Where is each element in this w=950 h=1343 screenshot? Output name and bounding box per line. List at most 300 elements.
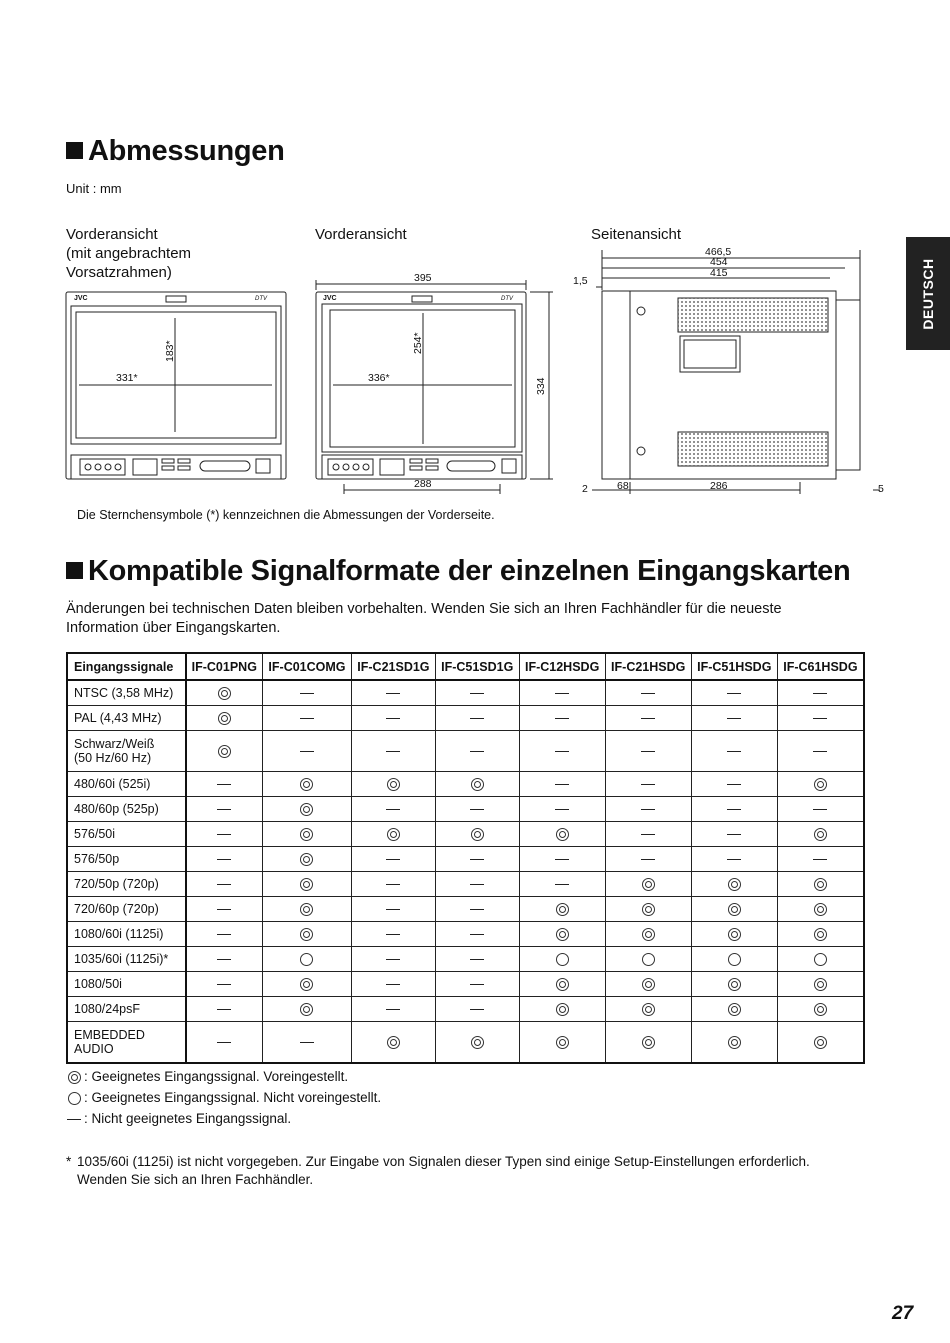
side-depth-4: 1,5 (573, 275, 588, 287)
signal-name-cell (67, 972, 186, 997)
signal-name: 1035/60i (1125i)* (74, 952, 169, 966)
signal-name: 576/50p (74, 852, 120, 866)
compat-cell (605, 922, 691, 947)
compat-cell (777, 922, 864, 947)
signal-name-cell (67, 947, 186, 972)
column-header-card: IF-C12HSDG (519, 653, 605, 680)
compat-cell (435, 947, 519, 972)
compat-cell (352, 947, 436, 972)
double-circle-icon (642, 878, 655, 891)
signal-name: 1080/24psF (74, 1002, 141, 1016)
compat-cell (352, 731, 436, 772)
table-row (67, 822, 864, 847)
signal-name-cell (67, 772, 186, 797)
legend-single-circle (64, 1090, 381, 1105)
dash-icon (555, 859, 569, 860)
dash-icon (555, 718, 569, 719)
compat-cell (352, 997, 436, 1022)
compat-cell (519, 872, 605, 897)
double-circle-icon (300, 853, 313, 866)
dash-icon (470, 959, 484, 960)
side-depth-2: 454 (710, 256, 728, 268)
language-tab-label: DEUTSCH (920, 257, 936, 330)
table-row (67, 947, 864, 972)
signal-name-cell (67, 922, 186, 947)
double-circle-icon (728, 903, 741, 916)
circle-icon (300, 953, 313, 966)
legend-text: : Geeignetes Eingangssignal. Voreingestellt. (84, 1069, 349, 1084)
dash-icon (727, 718, 741, 719)
table-row (67, 972, 864, 997)
compat-cell (777, 706, 864, 731)
view2-total-height: 334 (535, 377, 547, 395)
dash-icon (386, 693, 400, 694)
dash-icon (217, 909, 231, 910)
table-row (67, 797, 864, 822)
side-bottom-4: 5 (878, 483, 884, 495)
column-header-signals: Eingangssignale (67, 653, 186, 680)
compat-cell (605, 972, 691, 997)
compat-cell (777, 822, 864, 847)
dash-icon (300, 693, 314, 694)
double-circle-icon (300, 878, 313, 891)
compat-cell (605, 772, 691, 797)
compat-cell (262, 897, 351, 922)
dash-icon (727, 859, 741, 860)
double-circle-icon (218, 712, 231, 725)
dash-icon (470, 809, 484, 810)
compat-cell (435, 922, 519, 947)
dash-icon (555, 884, 569, 885)
compat-cell (262, 997, 351, 1022)
compat-cell (777, 772, 864, 797)
dash-icon (813, 859, 827, 860)
front-view-drawing (316, 280, 553, 494)
dash-icon (813, 751, 827, 752)
view2-label: Vorderansicht (315, 226, 407, 243)
view1-label-line: (mit angebrachtem (66, 245, 192, 262)
compat-cell (352, 1022, 436, 1064)
compat-cell (352, 897, 436, 922)
table-row (67, 872, 864, 897)
compat-cell (777, 847, 864, 872)
side-bottom-2: 68 (617, 480, 629, 492)
dash-icon (813, 693, 827, 694)
compat-cell (691, 922, 777, 947)
double-circle-icon (300, 1003, 313, 1016)
compat-cell (186, 731, 263, 772)
compat-cell (605, 872, 691, 897)
compat-cell (691, 797, 777, 822)
table-row (67, 706, 864, 731)
compat-cell (435, 972, 519, 997)
signal-name-cell (67, 822, 186, 847)
compat-cell (435, 731, 519, 772)
view1-label-line: Vorsatzrahmen) (66, 264, 172, 281)
dash-icon (300, 718, 314, 719)
table-row (67, 1022, 864, 1064)
dash-icon (555, 784, 569, 785)
compat-cell (777, 1022, 864, 1064)
dash-icon (217, 784, 231, 785)
double-circle-icon (642, 928, 655, 941)
circle-icon (814, 953, 827, 966)
column-header-card: IF-C21HSDG (605, 653, 691, 680)
intro-text (66, 600, 782, 638)
signal-name: 576/50i (74, 827, 116, 841)
compat-cell (519, 772, 605, 797)
dash-icon (386, 1009, 400, 1010)
compat-cell (352, 872, 436, 897)
compat-cell (262, 972, 351, 997)
dash-icon (217, 809, 231, 810)
dash-icon (386, 751, 400, 752)
double-circle-icon (728, 878, 741, 891)
asterisk-note: Die Sternchensymbole (*) kennzeichnen die Abmessungen der Vorderseite. (77, 508, 495, 522)
double-circle-icon (728, 978, 741, 991)
dash-icon (470, 859, 484, 860)
compat-cell (186, 797, 263, 822)
view2-brand: JVC (323, 295, 337, 302)
column-header-card: IF-C51HSDG (691, 653, 777, 680)
table-row (67, 680, 864, 706)
double-circle-icon (556, 928, 569, 941)
dash-icon (555, 693, 569, 694)
dash-icon (555, 751, 569, 752)
square-bullet-icon (66, 562, 83, 579)
dash-icon (641, 859, 655, 860)
compat-cell (186, 706, 263, 731)
compat-cell (262, 872, 351, 897)
dash-icon (217, 834, 231, 835)
footnote-mark: * (66, 1154, 72, 1169)
compat-cell (519, 972, 605, 997)
dash-icon (555, 809, 569, 810)
signal-name: 720/50p (720p) (74, 877, 159, 891)
signal-format-table (66, 652, 865, 1064)
compat-cell (352, 706, 436, 731)
dash-icon (470, 934, 484, 935)
signal-name: 1080/60i (1125i) (74, 927, 164, 941)
dash-icon (470, 884, 484, 885)
compat-cell (691, 1022, 777, 1064)
signal-name: NTSC (3,58 MHz) (74, 686, 174, 700)
signal-name-cell (67, 872, 186, 897)
compat-cell (605, 847, 691, 872)
compat-cell (186, 847, 263, 872)
side-depth-3: 415 (710, 267, 728, 279)
compat-cell (262, 706, 351, 731)
compat-cell (352, 680, 436, 706)
signal-name-cell (67, 1022, 186, 1064)
compat-cell (435, 872, 519, 897)
circle-icon (642, 953, 655, 966)
dash-icon (727, 693, 741, 694)
unit-label: Unit : mm (66, 181, 122, 196)
signal-name: 1080/50i (74, 977, 122, 991)
side-depth-1: 466,5 (705, 246, 732, 258)
signal-name: (50 Hz/60 Hz) (74, 751, 152, 765)
table-header-row (67, 653, 864, 680)
compat-cell (691, 847, 777, 872)
compat-cell (519, 680, 605, 706)
compat-cell (691, 947, 777, 972)
view2-model: DTV (501, 296, 513, 302)
double-circle-icon (814, 978, 827, 991)
view1-model: DTV (255, 296, 267, 302)
compat-cell (777, 872, 864, 897)
compat-cell (262, 822, 351, 847)
compat-cell (691, 772, 777, 797)
compat-cell (186, 772, 263, 797)
dash-icon (727, 834, 741, 835)
page-number: 27 (892, 1303, 914, 1324)
compat-cell (352, 822, 436, 847)
compat-cell (262, 922, 351, 947)
dash-icon (813, 809, 827, 810)
dash-icon (470, 751, 484, 752)
double-circle-icon (556, 903, 569, 916)
compat-cell (777, 947, 864, 972)
footnote (66, 1153, 810, 1189)
compat-cell (691, 972, 777, 997)
dash-icon (386, 859, 400, 860)
double-circle-icon (556, 1036, 569, 1049)
compat-cell (519, 922, 605, 947)
column-header-card: IF-C51SD1G (435, 653, 519, 680)
dash-icon (813, 718, 827, 719)
double-circle-icon (300, 778, 313, 791)
compat-cell (186, 997, 263, 1022)
compat-cell (435, 1022, 519, 1064)
view1-height: 183* (164, 340, 176, 362)
signal-name: AUDIO (74, 1042, 114, 1056)
signal-name-cell (67, 706, 186, 731)
table-row (67, 922, 864, 947)
compat-cell (435, 797, 519, 822)
circle-icon (556, 953, 569, 966)
dash-icon (470, 718, 484, 719)
footnote-line: 1035/60i (1125i) ist nicht vorgegeben. Zur Eingabe von Signalen dieser Typen sind einige Setup-Einstellungen erforderlich. (77, 1154, 810, 1169)
double-circle-icon (728, 928, 741, 941)
circle-icon (728, 953, 741, 966)
signal-name-cell (67, 680, 186, 706)
dash-icon (386, 959, 400, 960)
double-circle-icon (814, 1036, 827, 1049)
dash-icon (641, 693, 655, 694)
legend-dash (64, 1111, 291, 1126)
double-circle-icon (642, 1003, 655, 1016)
double-circle-icon (814, 828, 827, 841)
view2-base-width: 288 (414, 478, 432, 490)
view3-label: Seitenansicht (591, 226, 682, 243)
signal-name: EMBEDDED (74, 1028, 145, 1042)
compat-cell (519, 997, 605, 1022)
dash-icon (470, 984, 484, 985)
compat-cell (519, 731, 605, 772)
double-circle-icon (728, 1036, 741, 1049)
table-body (67, 680, 864, 1063)
dash-icon (386, 934, 400, 935)
section-title-text: Abmessungen (88, 135, 285, 167)
compat-cell (435, 997, 519, 1022)
compat-cell (186, 1022, 263, 1064)
dash-icon (217, 1042, 231, 1043)
compat-cell (691, 731, 777, 772)
compat-cell (519, 847, 605, 872)
compat-cell (605, 706, 691, 731)
legend-text: : Nicht geeignetes Eingangssignal. (84, 1111, 292, 1126)
view2-screen-width: 336* (368, 372, 390, 384)
compat-cell (435, 706, 519, 731)
compat-cell (777, 897, 864, 922)
double-circle-icon (814, 1003, 827, 1016)
compat-cell (352, 772, 436, 797)
dash-icon (217, 1009, 231, 1010)
compat-cell (519, 1022, 605, 1064)
side-bottom-3: 286 (710, 480, 728, 492)
compat-cell (777, 972, 864, 997)
dash-icon (641, 718, 655, 719)
dash-icon (300, 1042, 314, 1043)
compat-cell (605, 731, 691, 772)
double-circle-icon (556, 1003, 569, 1016)
column-header-card: IF-C61HSDG (777, 653, 864, 680)
dash-icon (727, 751, 741, 752)
signal-name-cell (67, 997, 186, 1022)
double-circle-icon (300, 828, 313, 841)
compat-cell (691, 706, 777, 731)
compat-cell (605, 897, 691, 922)
double-circle-icon (387, 1036, 400, 1049)
table-row (67, 897, 864, 922)
front-view-with-bezel-drawing (66, 292, 286, 479)
dash-icon (217, 859, 231, 860)
double-circle-icon (300, 903, 313, 916)
signal-name: PAL (4,43 MHz) (74, 711, 162, 725)
view1-width: 331* (116, 372, 138, 384)
signal-name-cell (67, 797, 186, 822)
dash-icon (727, 809, 741, 810)
compat-cell (777, 731, 864, 772)
dash-icon (641, 784, 655, 785)
compat-cell (691, 897, 777, 922)
double-circle-icon (387, 828, 400, 841)
compat-cell (262, 797, 351, 822)
signal-name: 480/60p (525p) (74, 802, 159, 816)
intro-line: Änderungen bei technischen Daten bleiben vorbehalten. Wenden Sie sich an Ihren Fachhändler für die neueste (66, 601, 782, 617)
compat-cell (519, 947, 605, 972)
double-circle-icon (218, 745, 231, 758)
double-circle-icon (471, 778, 484, 791)
side-bottom-1: 2 (582, 483, 588, 495)
dash-icon (217, 959, 231, 960)
circle-icon (68, 1092, 81, 1105)
dash-icon (67, 1119, 81, 1120)
compat-cell (186, 680, 263, 706)
double-circle-icon (300, 928, 313, 941)
view1-label-line: Vorderansicht (66, 226, 158, 243)
compat-cell (519, 822, 605, 847)
compat-cell (435, 897, 519, 922)
double-circle-icon (728, 1003, 741, 1016)
dash-icon (470, 909, 484, 910)
double-circle-icon (556, 978, 569, 991)
column-header-card: IF-C21SD1G (352, 653, 436, 680)
compat-cell (186, 897, 263, 922)
column-header-card: IF-C01COMG (262, 653, 351, 680)
compat-cell (262, 947, 351, 972)
compat-cell (186, 947, 263, 972)
compat-cell (262, 680, 351, 706)
double-circle-icon (471, 828, 484, 841)
double-circle-icon (556, 828, 569, 841)
compat-cell (605, 797, 691, 822)
compat-cell (519, 706, 605, 731)
signal-name: 720/60p (720p) (74, 902, 159, 916)
footnote-line: Wenden Sie sich an Ihren Fachhändler. (77, 1172, 314, 1187)
double-circle-icon (218, 687, 231, 700)
double-circle-icon (814, 778, 827, 791)
dash-icon (217, 934, 231, 935)
view2-total-width: 395 (414, 272, 432, 284)
compat-cell (777, 680, 864, 706)
table-row (67, 772, 864, 797)
section-title-text: Kompatible Signalformate der einzelnen Eingangskarten (88, 555, 851, 587)
signal-name-cell (67, 897, 186, 922)
compat-cell (352, 797, 436, 822)
compat-cell (691, 997, 777, 1022)
compat-cell (605, 1022, 691, 1064)
view2-screen-height: 254* (412, 332, 424, 354)
double-circle-icon (642, 978, 655, 991)
double-circle-icon (642, 903, 655, 916)
signal-name-cell (67, 847, 186, 872)
signal-name-cell (67, 731, 186, 772)
compat-cell (186, 822, 263, 847)
double-circle-icon (300, 978, 313, 991)
legend-text: : Geeignetes Eingangssignal. Nicht voreingestellt. (84, 1090, 382, 1105)
compat-cell (605, 680, 691, 706)
dash-icon (641, 751, 655, 752)
compat-cell (605, 947, 691, 972)
compat-cell (435, 772, 519, 797)
compat-cell (352, 922, 436, 947)
dash-icon (386, 984, 400, 985)
compat-cell (691, 822, 777, 847)
double-circle-icon (387, 778, 400, 791)
double-circle-icon (814, 878, 827, 891)
dash-icon (470, 1009, 484, 1010)
dash-icon (641, 809, 655, 810)
compat-cell (519, 797, 605, 822)
dash-icon (727, 784, 741, 785)
compat-cell (777, 797, 864, 822)
compat-cell (352, 972, 436, 997)
double-circle-icon (68, 1071, 81, 1084)
double-circle-icon (814, 928, 827, 941)
compat-cell (605, 997, 691, 1022)
dash-icon (217, 884, 231, 885)
compat-cell (435, 680, 519, 706)
compat-cell (691, 872, 777, 897)
column-header-card: IF-C01PNG (186, 653, 263, 680)
view1-brand: JVC (74, 295, 88, 302)
double-circle-icon (300, 803, 313, 816)
dash-icon (386, 718, 400, 719)
compat-cell (186, 872, 263, 897)
dash-icon (386, 809, 400, 810)
